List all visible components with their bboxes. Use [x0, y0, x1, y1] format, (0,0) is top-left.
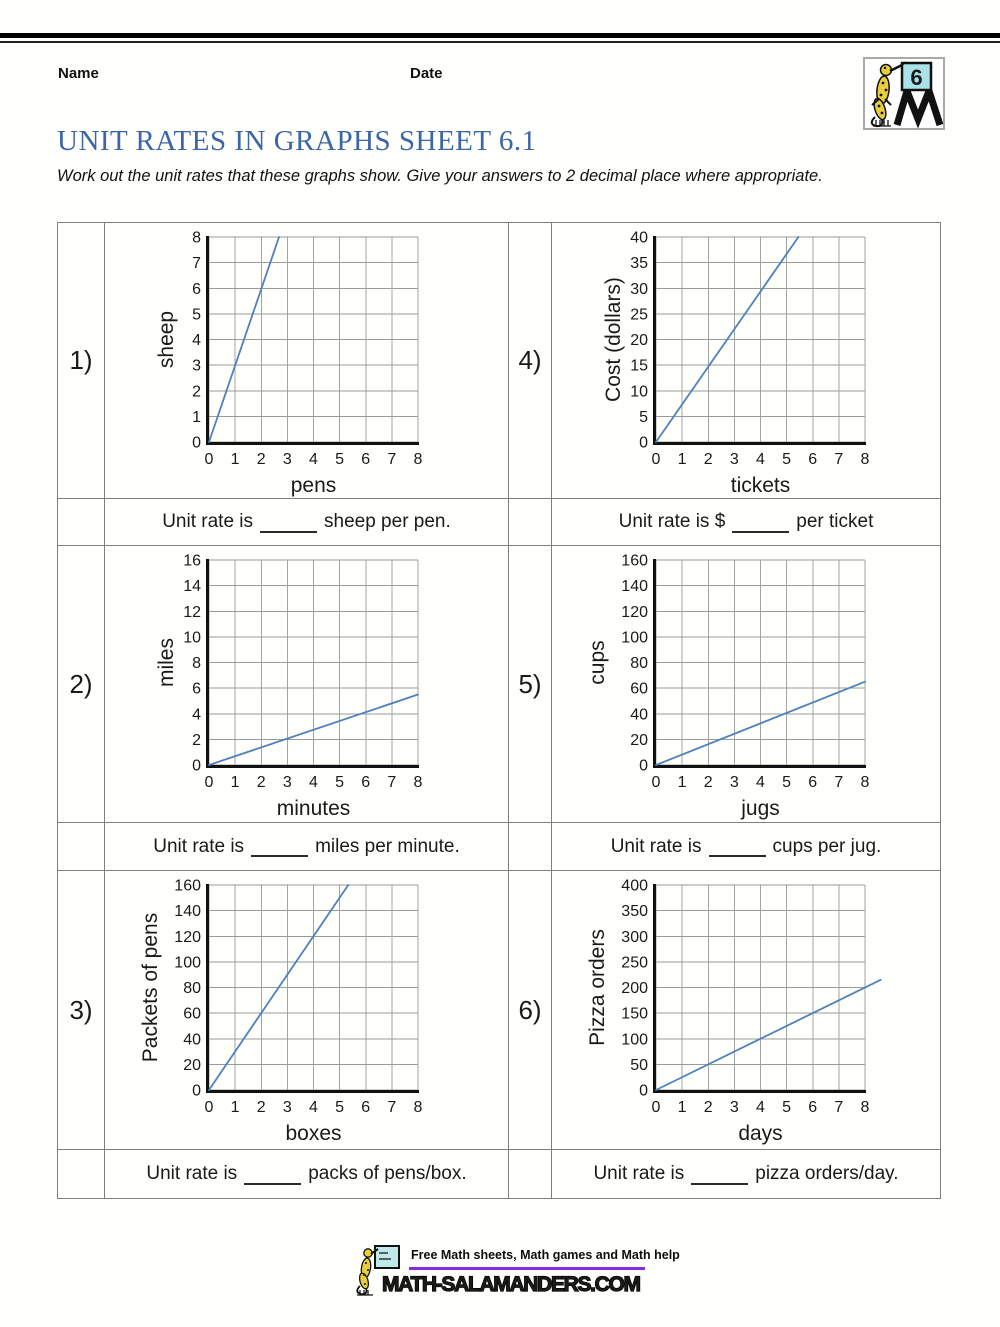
- chart-1-sheep-vs-pens: [109, 227, 508, 504]
- svg-text:3: 3: [282, 774, 292, 791]
- svg-text:5: 5: [639, 408, 648, 426]
- svg-text:0: 0: [204, 774, 214, 791]
- svg-text:140: 140: [174, 903, 201, 921]
- svg-text:3: 3: [729, 774, 739, 791]
- empty-cell: [509, 823, 552, 871]
- svg-text:140: 140: [621, 578, 648, 596]
- svg-text:120: 120: [621, 603, 648, 621]
- answer-6-pre: Unit rate is: [593, 1163, 685, 1184]
- answer-6-blank: [691, 1164, 748, 1185]
- svg-text:80: 80: [630, 655, 648, 672]
- svg-text:40: 40: [183, 1031, 201, 1049]
- svg-text:150: 150: [621, 1005, 648, 1023]
- svg-text:Pizza orders: Pizza orders: [586, 929, 609, 1046]
- svg-text:8: 8: [860, 451, 870, 468]
- svg-text:1: 1: [230, 774, 240, 791]
- svg-text:Packets of pens: Packets of pens: [139, 912, 162, 1063]
- empty-cell: [509, 499, 552, 546]
- svg-text:7: 7: [834, 1099, 844, 1116]
- empty-cell: [58, 823, 105, 871]
- svg-text:40: 40: [630, 229, 648, 247]
- svg-text:100: 100: [621, 1031, 648, 1049]
- svg-text:80: 80: [183, 980, 201, 997]
- svg-text:350: 350: [621, 903, 648, 921]
- svg-text:6: 6: [808, 1099, 818, 1116]
- svg-text:0: 0: [639, 757, 648, 775]
- svg-text:1: 1: [192, 408, 201, 426]
- svg-text:8: 8: [192, 655, 201, 672]
- svg-text:60: 60: [183, 1005, 201, 1023]
- svg-text:5: 5: [192, 306, 201, 324]
- problem-5-number: 5): [509, 546, 552, 823]
- answer-2: [105, 823, 509, 871]
- chart-6-pizza-orders-vs-days: [556, 875, 940, 1152]
- svg-text:2: 2: [256, 774, 266, 791]
- svg-text:8: 8: [413, 451, 423, 468]
- answer-1: [105, 499, 509, 546]
- svg-text:6: 6: [192, 680, 201, 698]
- footer: [0, 1238, 1000, 1300]
- svg-text:40: 40: [630, 706, 648, 724]
- answer-5-pre: Unit rate is: [610, 835, 702, 857]
- svg-text:6: 6: [361, 451, 371, 468]
- svg-text:2: 2: [192, 383, 201, 401]
- top-rule: [0, 33, 1000, 43]
- answer-6: [552, 1150, 940, 1198]
- svg-text:0: 0: [639, 1082, 648, 1100]
- svg-text:4: 4: [756, 774, 765, 791]
- problem-4-number: 4): [509, 223, 552, 499]
- chart-4-cost-vs-tickets: [556, 227, 940, 504]
- svg-text:1: 1: [677, 1099, 687, 1116]
- svg-text:5: 5: [782, 451, 792, 468]
- svg-text:20: 20: [183, 1056, 201, 1074]
- svg-text:3: 3: [282, 1099, 292, 1116]
- answer-4-post: per ticket: [796, 511, 874, 532]
- svg-text:0: 0: [639, 434, 648, 452]
- answer-2-post: miles per minute.: [315, 835, 460, 857]
- svg-text:0: 0: [192, 1082, 201, 1100]
- svg-text:250: 250: [621, 954, 648, 972]
- svg-text:2: 2: [703, 451, 713, 468]
- answer-3-pre: Unit rate is: [146, 1163, 238, 1184]
- svg-text:0: 0: [651, 774, 661, 791]
- svg-text:25: 25: [630, 306, 648, 324]
- svg-text:160: 160: [174, 877, 201, 895]
- svg-text:4: 4: [309, 1099, 318, 1116]
- svg-text:16: 16: [183, 552, 201, 570]
- svg-text:2: 2: [192, 731, 201, 749]
- svg-text:0: 0: [192, 434, 201, 452]
- problem-6-number: 6): [509, 871, 552, 1150]
- svg-text:pens: pens: [290, 474, 337, 497]
- chart-3-packets-vs-boxes: [109, 875, 508, 1152]
- answer-2-pre: Unit rate is: [153, 835, 245, 857]
- answer-4-pre: Unit rate is $: [618, 511, 726, 532]
- grade-6-salamander-logo: [863, 57, 945, 130]
- svg-text:4: 4: [756, 451, 765, 468]
- answer-2-blank: [251, 836, 308, 857]
- svg-text:5: 5: [335, 1099, 345, 1116]
- svg-text:12: 12: [183, 603, 201, 621]
- top-rule-thin: [0, 41, 1000, 43]
- svg-text:6: 6: [808, 451, 818, 468]
- svg-text:3: 3: [192, 357, 201, 375]
- svg-text:10: 10: [630, 383, 648, 401]
- date-label: Date: [410, 65, 443, 82]
- svg-text:7: 7: [834, 774, 844, 791]
- svg-text:35: 35: [630, 255, 648, 273]
- svg-text:0: 0: [204, 451, 214, 468]
- svg-text:0: 0: [651, 1099, 661, 1116]
- svg-text:days: days: [738, 1122, 783, 1145]
- svg-text:0: 0: [192, 757, 201, 775]
- problems-table: [57, 222, 941, 1199]
- answer-3-blank: [244, 1164, 301, 1185]
- answer-6-post: pizza orders/day.: [755, 1163, 899, 1184]
- svg-text:15: 15: [630, 357, 648, 375]
- svg-text:1: 1: [677, 451, 687, 468]
- chart-2-miles-vs-minutes: [109, 550, 508, 827]
- svg-text:2: 2: [256, 1099, 266, 1116]
- svg-text:1: 1: [230, 1099, 240, 1116]
- svg-text:300: 300: [621, 928, 648, 946]
- svg-text:7: 7: [387, 774, 397, 791]
- footer-board: [375, 1246, 399, 1268]
- grade-badge: 6: [910, 65, 923, 90]
- svg-text:120: 120: [174, 928, 201, 946]
- svg-text:7: 7: [192, 255, 201, 273]
- svg-text:3: 3: [729, 1099, 739, 1116]
- svg-text:4: 4: [309, 451, 318, 468]
- svg-text:4: 4: [192, 706, 201, 724]
- answer-4: [552, 499, 940, 546]
- svg-text:jugs: jugs: [741, 797, 780, 820]
- top-rule-thick: [0, 33, 1000, 38]
- svg-text:160: 160: [621, 552, 648, 570]
- svg-text:Cost (dollars): Cost (dollars): [602, 277, 625, 402]
- svg-text:10: 10: [183, 629, 201, 647]
- svg-text:200: 200: [621, 980, 648, 997]
- svg-text:6: 6: [192, 280, 201, 298]
- svg-text:1: 1: [230, 451, 240, 468]
- problem-1-number: 1): [58, 223, 105, 499]
- svg-text:100: 100: [174, 954, 201, 972]
- answer-5: [552, 823, 940, 871]
- svg-text:2: 2: [703, 1099, 713, 1116]
- svg-text:5: 5: [335, 451, 345, 468]
- svg-text:5: 5: [782, 774, 792, 791]
- svg-text:8: 8: [413, 1099, 423, 1116]
- chart-5-cups-vs-jugs: [556, 550, 940, 827]
- page-title: UNIT RATES IN GRAPHS SHEET 6.1: [57, 125, 537, 157]
- answer-1-pre: Unit rate is: [162, 511, 254, 532]
- answer-1-blank: [260, 512, 317, 533]
- instructions: Work out the unit rates that these graphs show. Give your answers to 2 decimal place where appropriate.: [57, 167, 823, 185]
- svg-text:2: 2: [703, 774, 713, 791]
- empty-cell: [509, 1150, 552, 1198]
- answer-5-post: cups per jug.: [772, 835, 882, 857]
- svg-text:100: 100: [621, 629, 648, 647]
- svg-text:minutes: minutes: [276, 797, 351, 820]
- svg-text:50: 50: [630, 1056, 648, 1074]
- svg-text:3: 3: [282, 451, 292, 468]
- answer-1-post: sheep per pen.: [324, 511, 451, 532]
- svg-text:20: 20: [630, 332, 648, 349]
- svg-text:8: 8: [860, 1099, 870, 1116]
- name-label: Name: [58, 65, 99, 82]
- svg-text:7: 7: [387, 1099, 397, 1116]
- svg-text:7: 7: [387, 451, 397, 468]
- footer-site-text: MATH-SALAMANDERS.COM: [382, 1273, 642, 1296]
- footer-tagline: Free Math sheets, Math games and Math help: [411, 1248, 680, 1262]
- svg-text:2: 2: [256, 451, 266, 468]
- svg-text:6: 6: [361, 1099, 371, 1116]
- svg-text:0: 0: [204, 1099, 214, 1116]
- svg-text:7: 7: [834, 451, 844, 468]
- answer-3: [105, 1150, 509, 1198]
- svg-text:3: 3: [729, 451, 739, 468]
- svg-text:4: 4: [192, 332, 201, 349]
- header: [57, 57, 943, 115]
- svg-text:cups: cups: [586, 640, 609, 685]
- answer-5-blank: [709, 836, 766, 857]
- svg-text:6: 6: [361, 774, 371, 791]
- svg-text:5: 5: [782, 1099, 792, 1116]
- svg-text:0: 0: [651, 451, 661, 468]
- answer-4-blank: [732, 512, 789, 533]
- svg-text:miles: miles: [155, 637, 178, 688]
- svg-text:4: 4: [309, 774, 318, 791]
- svg-text:8: 8: [413, 774, 423, 791]
- svg-text:60: 60: [630, 680, 648, 698]
- svg-text:30: 30: [630, 280, 648, 298]
- problem-3-number: 3): [58, 871, 105, 1150]
- svg-text:400: 400: [621, 877, 648, 895]
- svg-text:8: 8: [192, 229, 201, 247]
- svg-text:6: 6: [808, 774, 818, 791]
- svg-text:1: 1: [677, 774, 687, 791]
- svg-text:4: 4: [756, 1099, 765, 1116]
- svg-text:boxes: boxes: [285, 1122, 342, 1145]
- empty-cell: [58, 1150, 105, 1198]
- problem-2-number: 2): [58, 546, 105, 823]
- empty-cell: [58, 499, 105, 546]
- svg-text:5: 5: [335, 774, 345, 791]
- answer-3-post: packs of pens/box.: [308, 1163, 467, 1184]
- svg-text:tickets: tickets: [730, 474, 791, 497]
- svg-text:8: 8: [860, 774, 870, 791]
- svg-text:sheep: sheep: [155, 310, 178, 369]
- svg-text:14: 14: [183, 578, 201, 596]
- svg-text:20: 20: [630, 731, 648, 749]
